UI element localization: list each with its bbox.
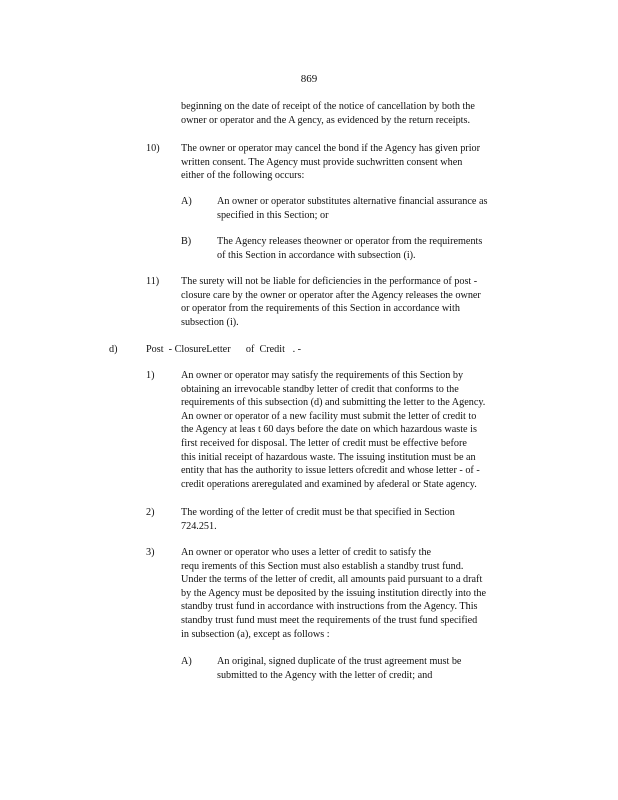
item-10-text: The owner or operator may cancel the bond if the Agency has given prior written consent. The Agency must provide suchwritten consent when either of the following occurs: — [181, 143, 481, 182]
page-number: 869 — [300, 73, 318, 85]
d-item-3-A-label: A) — [181, 656, 192, 667]
section-d-label: d) — [109, 344, 118, 355]
d-item-2-label: 2) — [146, 507, 155, 518]
continuation-paragraph: beginning on the date of receipt of the notice of cancellation by both the owner or operator and the A gency, as evidenced by the return receipts. — [181, 101, 475, 126]
item-10-A-text: An owner or operator substitutes alternative financial assurance as specified in this Section; or — [217, 196, 488, 221]
d-item-1-text: An owner or operator may satisfy the requirements of this Section by obtaining an irrevocable standby letter of credit that conforms to the requirements of this subsection (d) and submitting the letter to the Agency. An owner or operator of a new facility must submit the letter of credit to the Agency at leas t 60 days before the date on which hazardous waste is first received for disposal. The letter of credit must be effective before this initial receipt of hazardous waste. The issuing institution must be an entity that has the authority to issue letters ofcredit and whose letter - of - credit operations areregulated and examined by afederal or State agency. — [181, 370, 486, 490]
d-item-2-text: The wording of the letter of credit must be that specified in Section 724.251. — [181, 507, 455, 532]
item-10-B-text: The Agency releases theowner or operator from the requirements of this Section in accordance with subsection (i). — [217, 236, 483, 261]
d-item-3-label: 3) — [146, 547, 155, 558]
item-10-A-label: A) — [181, 196, 192, 207]
section-d-heading: Post - ClosureLetter of Credit . - — [146, 344, 302, 355]
item-10-label: 10) — [146, 143, 160, 154]
d-item-1-label: 1) — [146, 370, 155, 381]
item-11-text: The surety will not be liable for deficiencies in the performance of post - closure care by the owner or operator after the Agency releases the owner or operator from the requirements of this Section in accordance with subsection (i). — [181, 276, 481, 328]
item-11-label: 11) — [146, 276, 160, 287]
d-item-3-text: An owner or operator who uses a letter of credit to satisfy the requ irements of this Section must also establish a standby trust fund. Under the terms of the letter of credit, all amounts paid pursuant to a draft by the Agency must be deposited by the issuing institution directly into the standby trust fund in accordance with instructions from the Agency. This standby trust fund must meet the requirements of the trust fund specified in subsection (a), except as follows : — [181, 547, 487, 640]
d-item-3-A-text: An original, signed duplicate of the trust agreement must be submitted to the Agency with the letter of credit; and — [217, 656, 462, 681]
item-10-B-label: B) — [181, 236, 192, 247]
